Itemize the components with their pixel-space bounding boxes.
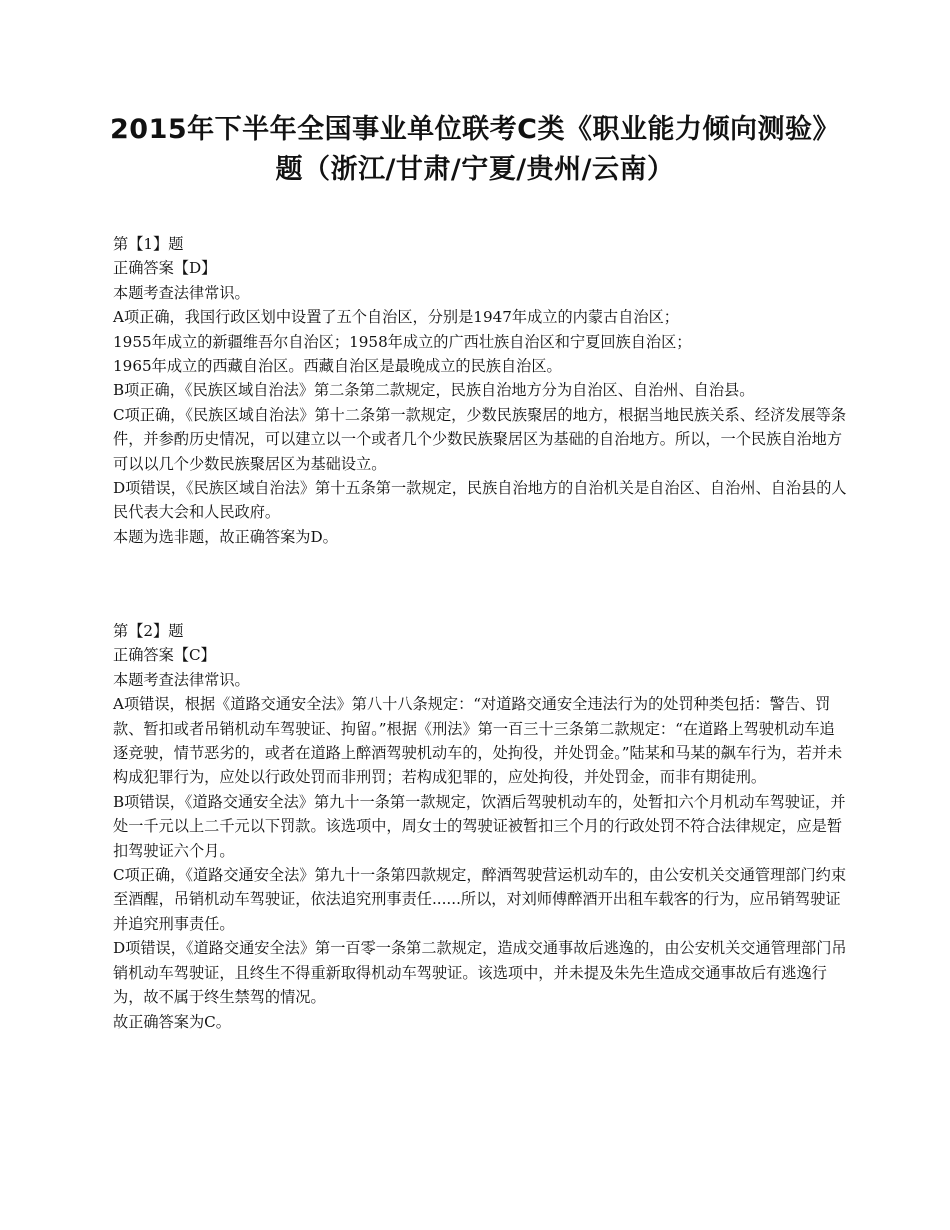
answer-conclusion: 本题为选非题，故正确答案为D。	[113, 527, 338, 546]
explanation-option-d: D项错误，《道路交通安全法》第一百零一条第二款规定，造成交通事故后逃逸的，由公安机关交通管理部门吊销机动车驾驶证，且终生不得重新取得机动车驾驶证。该选项中，并未提及朱先生造成交通事故后有逃逸行为，故不属于终生禁驾的情况。	[113, 939, 847, 1007]
explanation-line: 1955年成立的新疆维吾尔自治区；1958年成立的广西壮族自治区和宁夏回族自治区；	[113, 332, 692, 351]
question-topic: 本题考查法律常识。	[113, 670, 250, 689]
answer-conclusion: 故正确答案为C。	[113, 1012, 231, 1031]
explanation-option-c: C项正确，《道路交通安全法》第九十一条第四款规定，醉酒驾驶营运机动车的，由公安机关交通管理部门约束至酒醒，吊销机动车驾驶证，依法追究刑事责任......所以，对刘师傅醉酒开出租车载客的行为，应吊销驾驶证并追究刑事责任。	[113, 866, 847, 933]
title-line-2: 题（浙江/甘肃/宁夏/贵州/云南）	[275, 154, 675, 185]
correct-answer: 正确答案【D】	[113, 259, 217, 278]
correct-answer: 正确答案【C】	[113, 646, 216, 665]
question-heading: 第【2】题	[113, 622, 184, 640]
question-topic: 本题考查法律常识。	[113, 283, 250, 302]
question-heading: 第【1】题	[113, 235, 184, 253]
explanation-option-a: A项错误，根据《道路交通安全法》第八十八条规定：“对道路交通安全违法行为的处罚种类包括：警告、罚款、暂扣或者吊销机动车驾驶证、拘留。”根据《刑法》第一百三十三条第二款规定：“在道路上驾驶机动车追逐竞驶，情节恶劣的，或者在道路上醉酒驾驶机动车的，处拘役，并处罚金。”陆某和马某的飙车行为，若并未构成犯罪行为，应处以行政处罚而非刑罚；若构成犯罪的，应处拘役，并处罚金，而非有期徒刑。	[113, 695, 843, 787]
explanation-option-b: B项正确，《民族区域自治法》第二条第二款规定，民族自治地方分为自治区、自治州、自治县。	[113, 381, 755, 400]
title-line-1: 2015年下半年全国事业单位联考C类《职业能力倾向测验》	[110, 114, 840, 145]
explanation-line: 1965年成立的西藏自治区。西藏自治区是最晚成立的民族自治区。	[113, 357, 562, 376]
explanation-line: A项正确，我国行政区划中设置了五个自治区，分别是1947年成立的内蒙古自治区；	[113, 308, 679, 327]
explanation-option-d: D项错误，《民族区域自治法》第十五条第一款规定，民族自治地方的自治机关是自治区、自治州、自治县的人民代表大会和人民政府。	[113, 479, 847, 522]
document-title	[60, 110, 890, 190]
explanation-option-b: B项错误，《道路交通安全法》第九十一条第一款规定，饮酒后驾驶机动车的，处暂扣六个月机动车驾驶证，并处一千元以上二千元以下罚款。该选项中，周女士的驾驶证被暂扣三个月的行政处罚不符合法律规定，应是暂扣驾驶证六个月。	[113, 792, 846, 860]
explanation-option-c: C项正确，《民族区域自治法》第十二条第一款规定，少数民族聚居的地方，根据当地民族关系、经济发展等条件，并参酌历史情况，可以建立以一个或者几个少数民族聚居区为基础的自治地方。所以，一个民族自治地方可以以几个少数民族聚居区为基础设立。	[113, 405, 847, 473]
question-1-section	[113, 232, 848, 549]
question-2-section	[113, 619, 848, 1034]
